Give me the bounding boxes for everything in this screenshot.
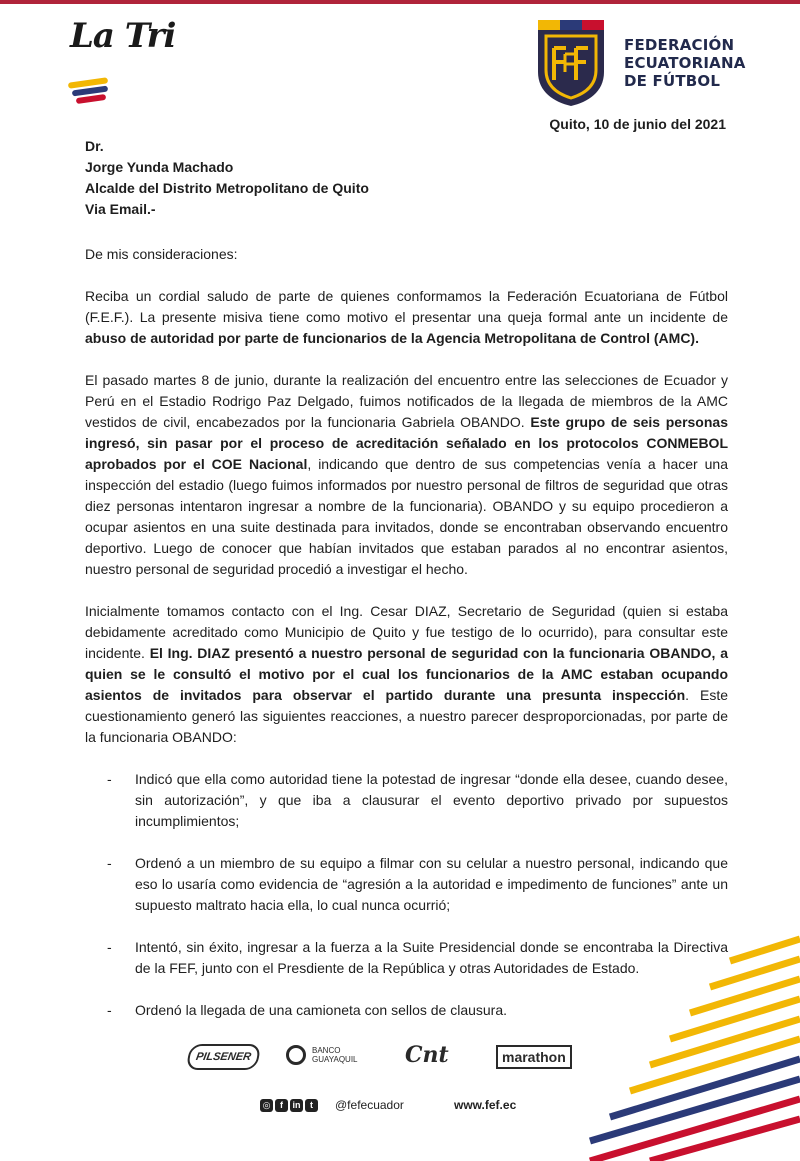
letter-body (85, 244, 728, 1042)
website-link: www.fef.ec (454, 1098, 517, 1112)
paragraph-2-text-a: El pasado martes 8 de junio, durante la realización del encuentro entre las selecciones de Ecuador y Perú en el Estadio Rodrigo Paz Delgado, fuimos notificados de la llegada de miembros de la AMC vestidos de civil, encabezados por la funcionaria Gabriela OBANDO. (85, 372, 728, 430)
cnt-logo: Cnt (405, 1042, 449, 1068)
recipient-name: Jorge Yunda Machado (85, 159, 234, 175)
banco-guayaquil-line-1: BANCO (312, 1046, 341, 1055)
marathon-logo: marathon (496, 1045, 572, 1069)
banco-guayaquil-line-2: GUAYAQUIL (312, 1055, 358, 1064)
paragraph-1-text: Reciba un cordial saludo de parte de quienes conformamos la Federación Ecuatoriana de Fútbol (F.E.F.). La presente misiva tiene como motivo el presentar una queja formal ante un incidente de (85, 288, 728, 325)
la-tri-logo-text: La Tri (70, 16, 176, 56)
paragraph-3-text-c: . Este cuestionamiento generó las siguientes reacciones, a nuestro parecer desproporcionadas, por parte de la funcionaria OBANDO: (85, 687, 729, 745)
banco-guayaquil-logo (286, 1040, 358, 1070)
pilsener-logo: PILSENER (186, 1044, 262, 1070)
list-item: - Intentó, sin éxito, ingresar a la fuerza a la Suite Presidencial donde se encontraba la Directiva de la FEF, junto con el Presdiente de la República y otras Autoridades de Estado. (85, 937, 728, 979)
paragraph-3-text-a: Inicialmente tomamos contacto con el Ing. Cesar DIAZ, Secretario de Seguridad (quien si estaba debidamente acreditado como Municipio de Quito y fue testigo de lo ocurrido), para consultar este incidente. (85, 603, 728, 661)
recipient-title: Dr. (85, 138, 104, 154)
social-handle: @fefecuador (335, 1098, 404, 1112)
linkedin-icon: in (290, 1099, 303, 1112)
recipient-block (85, 136, 369, 220)
facebook-icon: f (275, 1099, 288, 1112)
la-tri-logo (60, 14, 180, 109)
banco-guayaquil-ring-icon (286, 1045, 306, 1065)
federation-name-line-1: FEDERACIÓN (624, 36, 735, 54)
banco-guayaquil-text (312, 1046, 358, 1064)
paragraph-3-bold: El Ing. DIAZ presentó a nuestro personal de seguridad con la funcionaria OBANDO, a quien se le consultó el motivo por el cual los funcionarios de la AMC estaban ocupando asientos de invitados para observar el partido durante una presunta inspección (85, 645, 728, 703)
decorative-stripes (530, 935, 800, 1161)
list-item: - Ordenó la llegada de una camioneta con sellos de clausura. (85, 1000, 728, 1021)
paragraph-2 (85, 370, 728, 580)
recipient-delivery: Via Email.- (85, 201, 156, 217)
list-item: - Ordenó a un miembro de su equipo a filmar con su celular a nuestro personal, indicando que eso lo usaría como evidencia de “agresión a la autoridad e impedimento de funciones” ante un supuesto maltrato hacia ella, lo cual nunca ocurrió; (85, 853, 728, 916)
federation-name-line-3: DE FÚTBOL (624, 72, 721, 90)
top-border (0, 0, 800, 4)
paragraph-2-bold: Este grupo de seis personas ingresó, sin pasar por el proceso de acreditación señalado en los protocolos CONMEBOL aprobados por el COE Nacional (85, 414, 728, 472)
fef-shield-icon (534, 14, 608, 108)
letter-date: Quito, 10 de junio del 2021 (549, 116, 726, 132)
greeting: De mis consideraciones: (85, 246, 238, 262)
social-icons (260, 1099, 318, 1112)
paragraph-1-bold: abuso de autoridad por parte de funcionarios de la Agencia Metropolitana de Control (AMC). (85, 330, 699, 346)
paragraph-2-text-c: , indicando que dentro de sus competencias venía a hacer una inspección del estadio (luego fuimos informados por nuestro personal de filtros de seguridad que otras diez personas intentaron ingresar a nombre de la funcionaria). OBANDO y su equipo procedieron a ocupar asientos en una suite destinada para invitados, donde se encontraban observando encuentro deportivo. Luego de conocer que habían invitados que estaban parados al no encontrar asientos, nuestro personal de seguridad procedió a investigar el hecho. (85, 456, 728, 577)
federation-name (624, 36, 794, 90)
federation-name-line-2: ECUATORIANA (624, 54, 746, 72)
paragraph-3 (85, 601, 728, 748)
list-item: - Indicó que ella como autoridad tiene la potestad de ingresar “donde ella desee, cuando desee, sin autorización”, y que iba a clausurar el evento deportivo privado por supuestos incumplimientos; (85, 769, 728, 832)
twitter-icon: t (305, 1099, 318, 1112)
recipient-position: Alcalde del Distrito Metropolitano de Quito (85, 180, 369, 196)
paragraph-1 (85, 286, 728, 349)
instagram-icon: ◎ (260, 1099, 273, 1112)
